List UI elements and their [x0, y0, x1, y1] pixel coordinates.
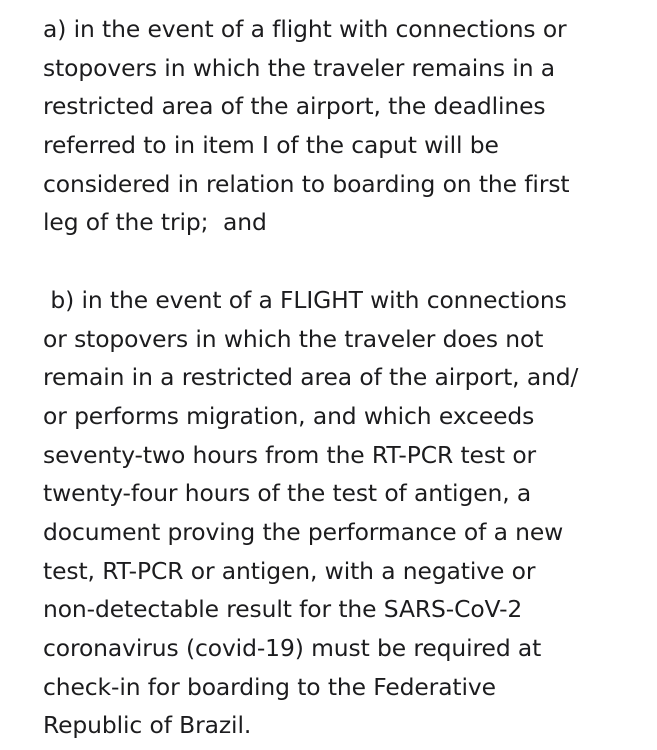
paragraph-a-line: referred to in item I of the caput will be — [43, 131, 499, 160]
paragraph-b-line: Republic of Brazil. — [43, 711, 252, 740]
paragraph-b-line: coronavirus (covid-19) must be required at — [43, 634, 542, 662]
paragraph-b-line: test, RT-PCR or antigen, with a negative or — [43, 556, 536, 585]
paragraph-a-line: leg of the trip; and — [43, 208, 267, 237]
paragraph-a — [43, 10, 643, 242]
paragraph-b-line: b) in the event of a FLIGHT with connections — [43, 285, 567, 314]
paragraph-b-line: twenty-four hours of the test of antigen, a — [43, 479, 532, 508]
paragraph-b-line: non-detectable result for the SARS-CoV-2 — [43, 595, 523, 624]
paragraph-b — [43, 281, 643, 745]
paragraph-a-line: restricted area of the airport, the deadlines — [43, 92, 546, 121]
paragraph-b-line: check-in for boarding to the Federative — [43, 672, 496, 701]
paragraph-b-line: seventy-two hours from the RT-PCR test or — [43, 440, 537, 469]
paragraph-b-line: or stopovers in which the traveler does not — [43, 324, 544, 353]
paragraph-a-line: considered in relation to boarding on the first — [43, 169, 570, 198]
paragraph-a-line: a) in the event of a flight with connections or — [43, 15, 567, 43]
paragraph-spacer — [43, 242, 643, 281]
paragraph-b-line: remain in a restricted area of the airport, and/ — [43, 363, 579, 392]
paragraph-a-line: stopovers in which the traveler remains in a — [43, 53, 555, 82]
paragraph-b-line: document proving the performance of a new — [43, 517, 564, 546]
paragraph-b-line: or performs migration, and which exceeds — [43, 401, 535, 430]
document-body — [43, 10, 643, 745]
